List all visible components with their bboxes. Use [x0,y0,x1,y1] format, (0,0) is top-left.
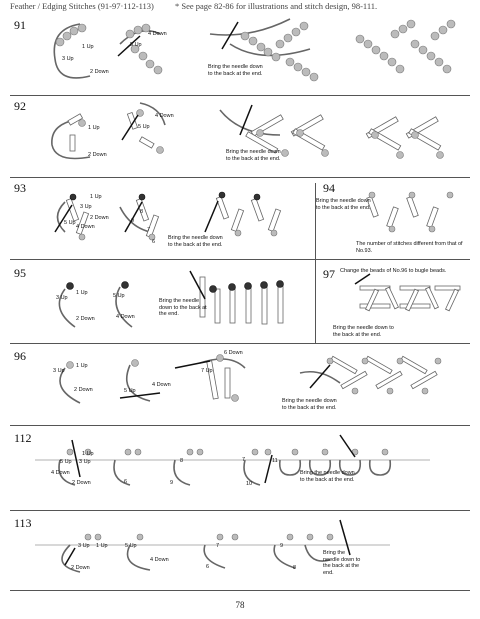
stitch-diagram-112 [10,425,470,510]
stitch-note: Bring the needle down to the back at the end. [159,298,207,317]
stitch-label: 11 [272,458,278,464]
stitch-note: Bring the needle down to the back at the end. [168,235,223,248]
stitch-title: Change the beads of No.96 to bugle beads. [340,268,447,274]
stitch-label: 5 Up [125,543,137,549]
stitch-label: 2 Down [90,69,109,75]
stitch-diagram-92 [10,95,470,177]
stitch-note: Bring the needle down to the back at the end. [333,325,394,338]
stitch-label: 2 Down [74,387,93,393]
stitch-label: 5 Up [113,293,125,299]
stitch-label: 6 [152,239,156,245]
stitch-label: 3 Up [79,459,91,465]
stitch-label: 1 Up [88,125,100,131]
panel-number: 93 [14,181,26,195]
panel-92 [10,95,470,178]
stitch-label: 3 Up [56,295,68,301]
header-title: Feather / Edging Stitches (91-97·112-113) [10,1,154,11]
stitch-note: Bring the needle down to the back at the end. [208,64,263,77]
page-number: 78 [235,600,245,610]
stitch-label: 6 [206,564,210,570]
stitch-label: 8 [180,458,184,464]
panel-91 [10,14,470,96]
stitch-label: 1 Up [82,451,94,457]
panel-number: 113 [14,516,32,530]
stitch-note: Bring the needle down to the back at the end. [316,198,371,211]
panel-number: 92 [14,99,26,113]
stitch-label: 7 [216,543,220,549]
stitch-label: 5 Up [60,459,72,465]
stitch-note: Bring the needle down to the back at the end. [226,149,281,162]
stitch-label: 1 Up [76,363,88,369]
panel-113 [10,510,470,591]
stitch-label: 9 [280,543,284,549]
stitch-label: 4 Down [76,224,95,230]
stitch-note: Bring the needle down to the back at the end. [323,550,361,576]
stitch-label: 2 Down [71,565,90,571]
stitch-label: 1 Up [90,194,102,200]
stitch-label: 9 [170,480,174,486]
stitch-label: 6 [124,479,128,485]
stitch-label: 5 Up [64,220,76,226]
stitch-label: 3 Up [78,543,90,549]
stitch-label: 4 Down [51,470,70,476]
stitch-label: 4 Down [155,113,174,119]
stitch-label: 3 Up [53,368,65,374]
stitch-diagram-113 [10,510,470,590]
stitch-label: 2 Down [76,316,95,322]
page-header [10,0,470,14]
stitch-label: 9 [131,218,135,224]
panel-96 [10,343,470,426]
panel-number: 91 [14,18,26,32]
stitch-note-2: The number of stitches different from that of No.93. [356,241,463,254]
stitch-label: 8 [293,565,297,571]
panel-95-97 [10,259,470,344]
stitch-label: 1 Up [76,290,88,296]
stitch-label: 7 [242,457,246,463]
panel-112 [10,425,470,511]
panel-number: 96 [14,349,26,363]
stitch-diagram-91 [10,14,470,95]
stitch-label: 5 Up [124,388,136,394]
stitch-label: 10 [246,481,253,487]
panel-93-94 [10,177,470,260]
panel-number: 94 [323,181,335,195]
stitch-label: 1 Up [82,44,94,50]
stitch-label: 3 Up [80,204,92,210]
panel-number: 112 [14,431,32,445]
stitch-label: 3 Up [62,56,74,62]
stitch-label: 5 Up [130,42,142,48]
stitch-label: 2 Down [72,480,91,486]
stitch-label: 4 Down [150,557,169,563]
header-note: * See page 82-86 for illustrations and stitch design, 98-111. [175,1,378,11]
stitch-label: 5 Up [138,124,150,130]
stitch-label: 6 Down [224,350,243,356]
stitch-label: 7 Up [201,368,213,374]
stitch-label: 2 Down [88,152,107,158]
stitch-label: 4 Down [148,31,167,37]
panel-number: 95 [14,266,26,280]
stitch-label: 4 Down [152,382,171,388]
panel-number: 97 [323,267,335,281]
stitch-label: 7 [147,227,151,233]
stitch-label: 8 [140,209,144,215]
stitch-label: 2 Down [90,215,109,221]
stitch-label: 1 Up [96,543,108,549]
stitch-note: Bring the needle down to the back at the end. [282,398,337,411]
stitch-note: Bring the needle down to the back at the end. [300,470,355,483]
stitch-label: 4 Down [116,314,135,320]
